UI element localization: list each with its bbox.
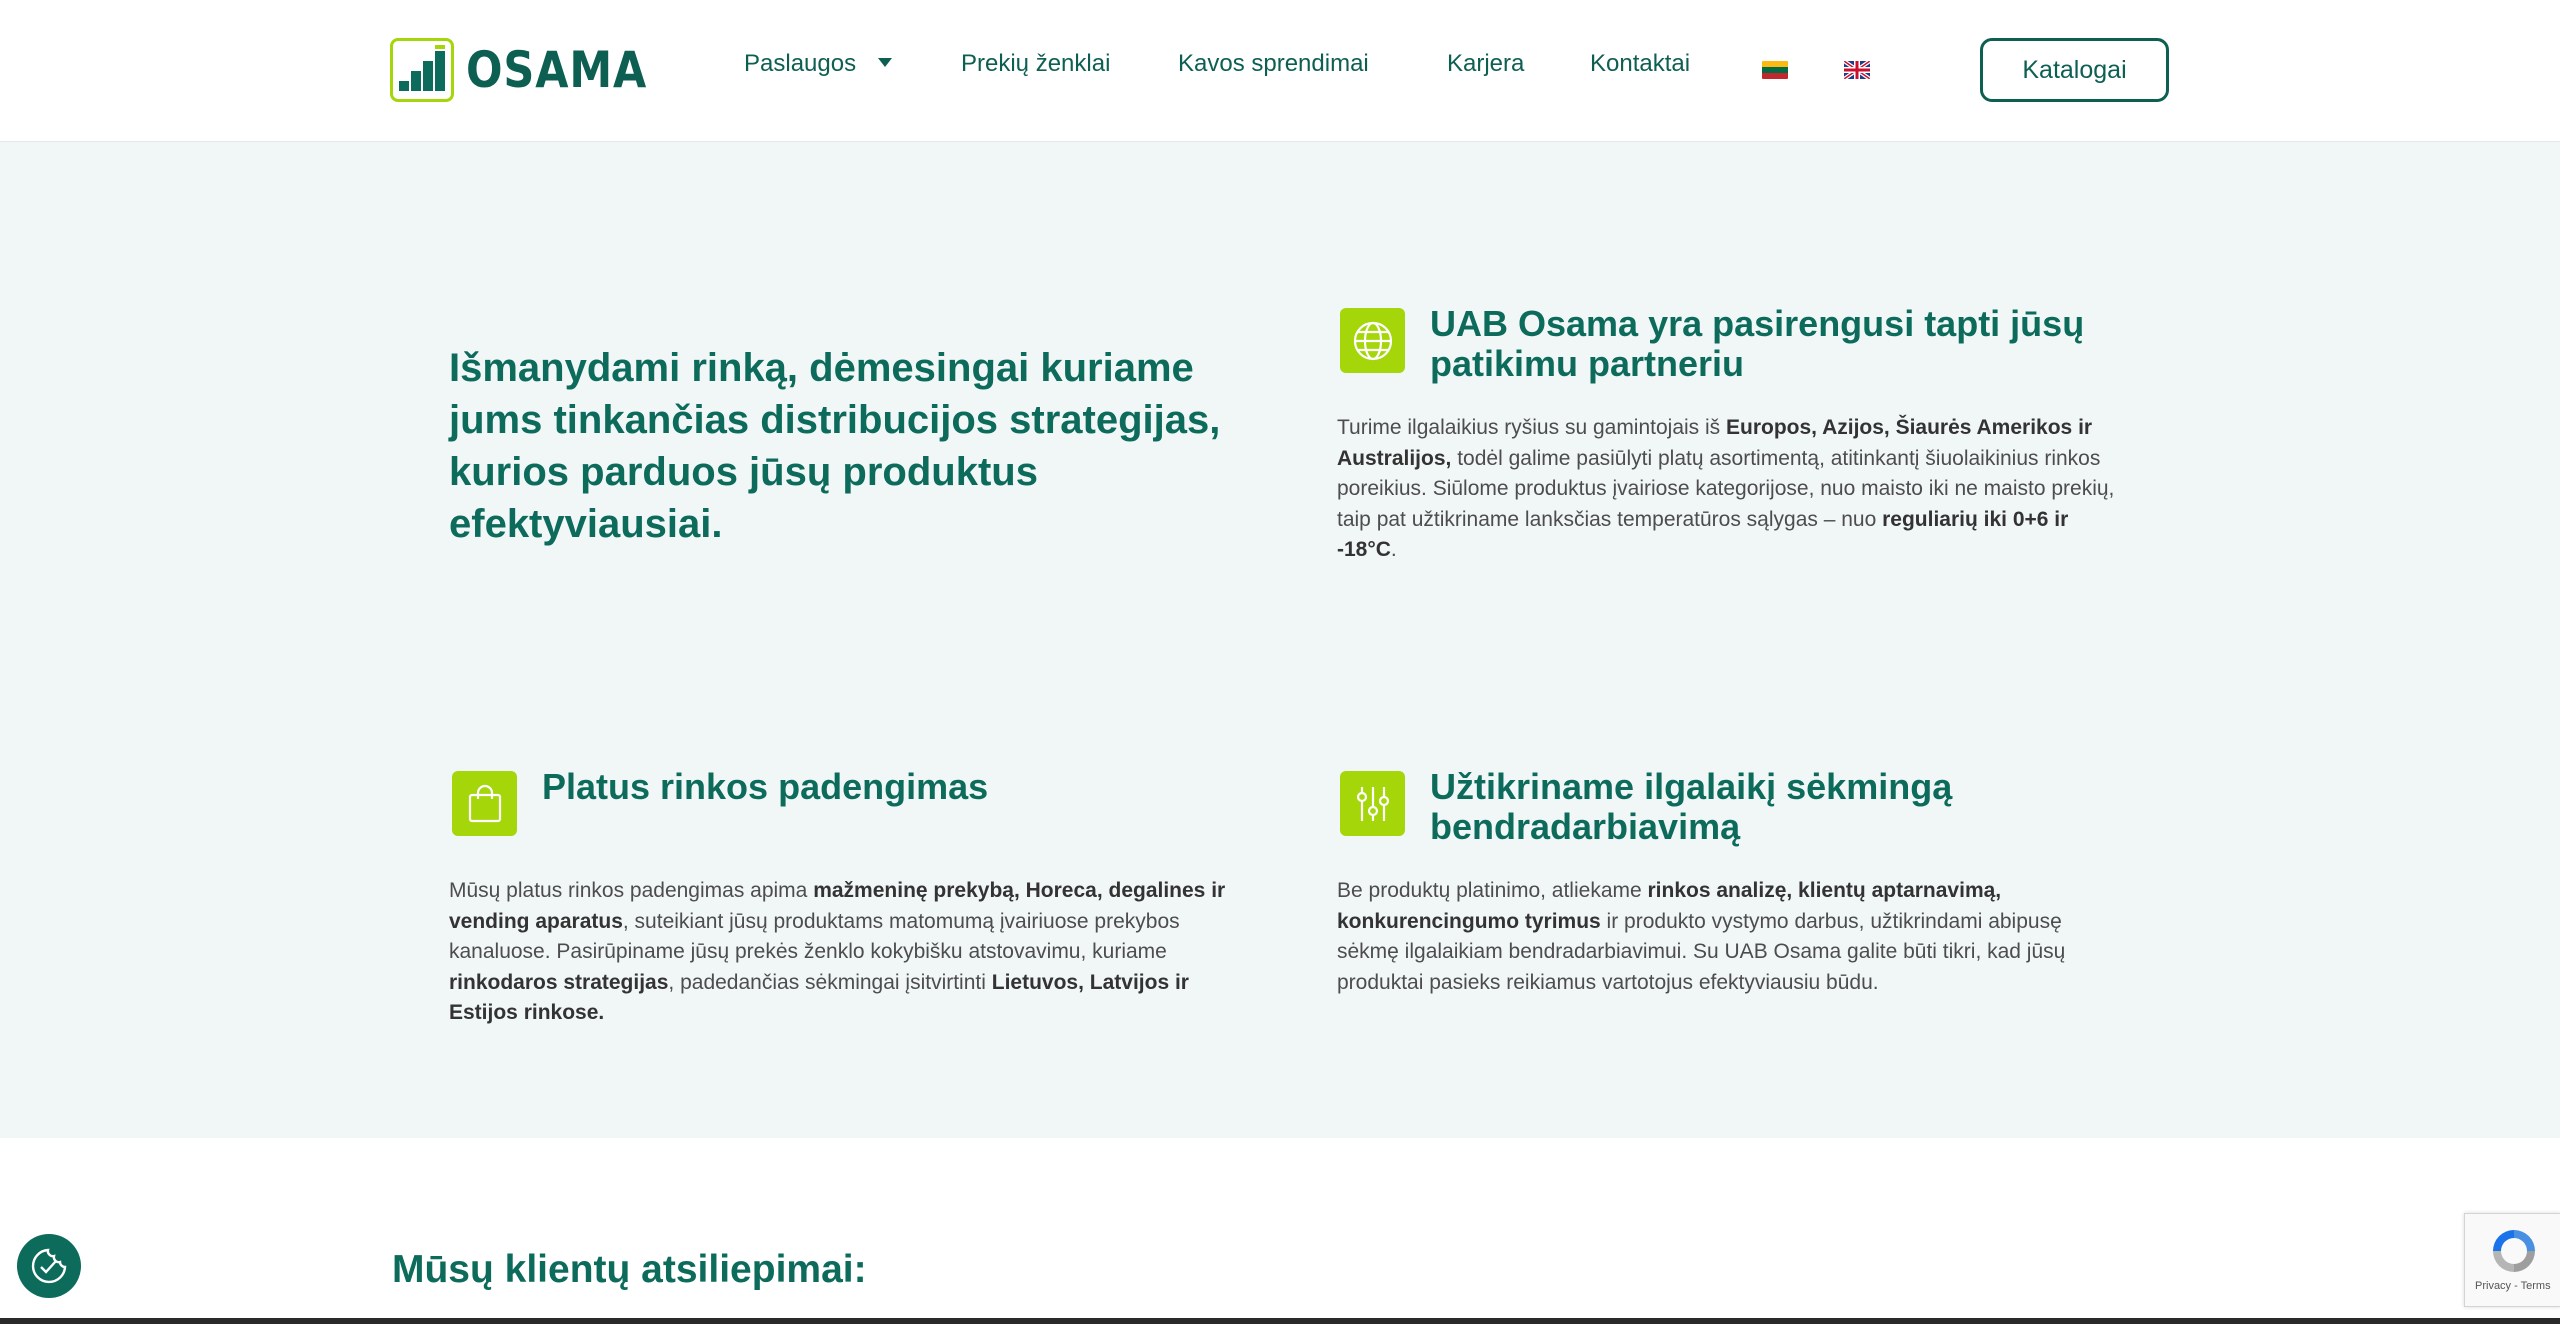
feature-text [1337, 876, 2127, 998]
emphasis-text: rinkos analizę, klientų aptarnavimą, konkurencingumo tyrimus [1337, 879, 2002, 933]
chevron-down-icon[interactable] [878, 58, 892, 67]
cookie-settings-icon[interactable] [17, 1234, 81, 1298]
site-header [0, 0, 2560, 142]
body-text: Turime ilgalaikius ryšius su gamintojais iš [1337, 416, 1727, 439]
globe-icon [1340, 308, 1405, 373]
body-text: Mūsų platus rinkos padengimas apima [449, 879, 814, 902]
feature-title: UAB Osama yra pasirengusi tapti jūsų patikimu partneriu [1430, 303, 2085, 384]
hero-statement: Išmanydami rinką, dėmesingai kuriame jums tinkančias distribucijos strategijas, kurios parduos jūsų produktus efektyviausiai. [449, 346, 1221, 546]
testimonials-title: Mūsų klientų atsiliepimai: [392, 1248, 867, 1291]
sliders-icon [1340, 771, 1405, 836]
body-text: . [1390, 538, 1397, 561]
logo-text: OSAMA [466, 41, 648, 99]
bottom-edge [0, 1318, 2560, 1324]
nav-item-paslaugos[interactable] [744, 50, 892, 78]
recaptcha-icon [2487, 1224, 2541, 1278]
feature-text [1337, 413, 2127, 566]
nav-item-kontaktai[interactable]: Kontaktai [1590, 50, 1691, 77]
emphasis-text: rinkodaros strategijas [449, 970, 669, 994]
feature-title: Platus rinkos padengimas [542, 766, 989, 807]
nav-item-label: Paslaugos [744, 50, 857, 77]
emphasis-text: Europos, Azijos, Šiaurės Amerikos ir Australijos, [1337, 416, 2093, 470]
body-text: ir produkto vystymo darbus, užtikrindami abipusę sėkmę ilgalaikiam bendradarbiavimui. Su UAB Osama galite būti tikri, kad jūsų produktai pasieks reikiamus vartotojus efektyviausiu būdu. [1337, 909, 2066, 994]
emphasis-text: reguliarių iki 0+6 ir -18°C [1337, 507, 2069, 561]
recaptcha-badge[interactable] [2464, 1213, 2560, 1307]
main-nav [0, 0, 2560, 141]
emphasis-text: mažmeninę prekybą, Horeca, degalines ir vending aparatus [449, 879, 1226, 933]
recaptcha-links[interactable]: Privacy - Terms [2475, 1280, 2551, 1292]
emphasis-text: Lietuvos, Latvijos ir Estijos rinkose. [449, 970, 1189, 1024]
nav-item-kavos-sprendimai[interactable]: Kavos sprendimai [1178, 50, 1369, 77]
english-flag-icon[interactable] [1844, 61, 1870, 79]
nav-item-karjera[interactable]: Karjera [1447, 50, 1525, 77]
body-text: Be produktų platinimo, atliekame [1337, 879, 1648, 902]
feature-title: Užtikriname ilgalaikį sėkmingą bendradarbiavimą [1430, 766, 1953, 847]
features-section [0, 142, 2560, 1138]
body-text: todėl galime pasiūlyti platų asortimentą, atitinkantį šiuolaikinius rinkos poreikius. Siūlome produktus įvairiose kategorijose, nuo maisto iki ne maisto prekių, taip pat užtikriname lanksčias temperatūros sąlygas – nuo [1337, 446, 2115, 531]
body-text: , suteikiant jūsų produktams matomumą įvairiuose prekybos kanaluose. Pasirūpiname jūsų prekės ženklo kokybišku atstovavimu, kuriame [449, 909, 1180, 963]
shopping-bag-icon [452, 771, 517, 836]
body-text: , padedančias sėkmingai įsitvirtinti [668, 970, 992, 994]
feature-text [449, 876, 1239, 1029]
catalog-button[interactable]: Katalogai [1980, 38, 2169, 102]
nav-item-prekiu-zenklai[interactable]: Prekių ženklai [961, 50, 1111, 77]
lithuanian-flag-icon[interactable] [1762, 61, 1788, 79]
